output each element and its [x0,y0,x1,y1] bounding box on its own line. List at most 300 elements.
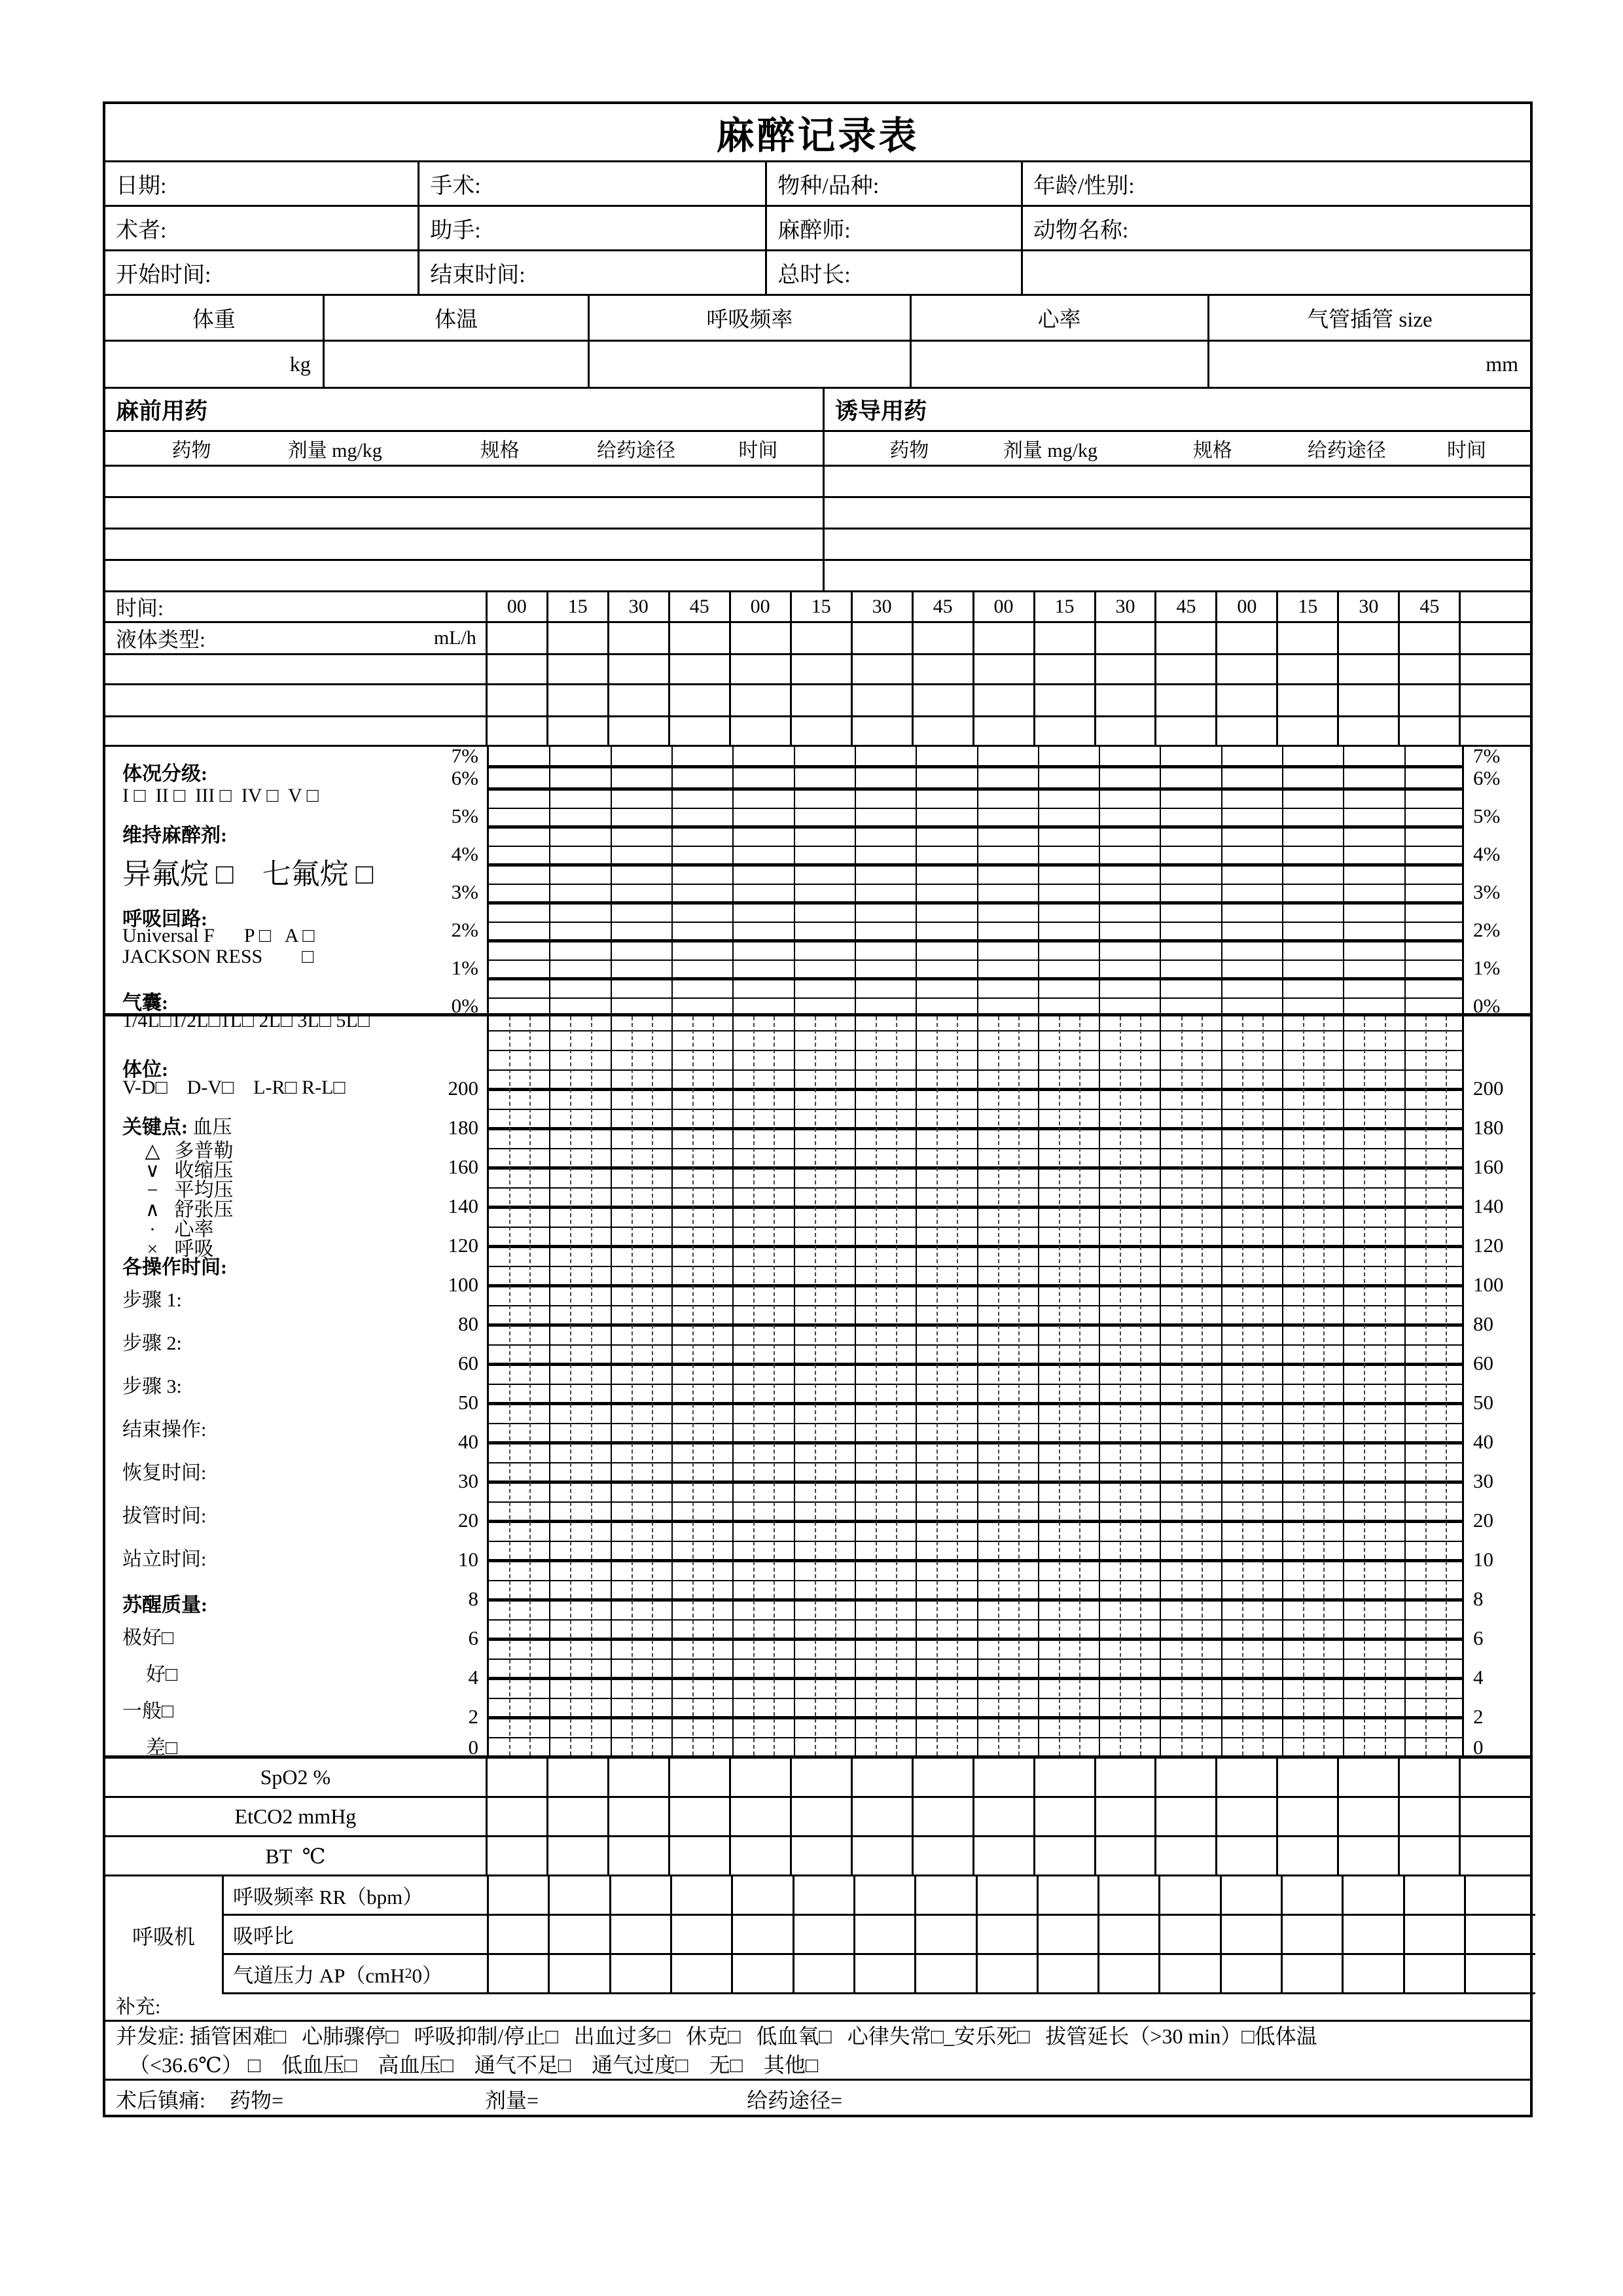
spo2-row-cell[interactable] [729,1759,790,1796]
drug-entry-cell[interactable] [105,561,823,590]
time-tick: 00 [1215,592,1276,621]
vitals-value-cell[interactable] [910,342,1207,387]
ie-ratio-row-cell[interactable] [670,1916,731,1953]
extra-row-cell[interactable] [1033,717,1094,745]
extra-row-cell[interactable] [607,655,668,683]
monitoring-section [105,1759,1530,1994]
drug-column-header: 剂量 mg/kg [287,440,382,461]
vital-scale-label-right: 50 [1473,1391,1493,1414]
airway-pressure-row-cell[interactable] [1220,1955,1281,1992]
info-cell[interactable] [105,207,418,249]
spo2-row-cell[interactable] [972,1759,1033,1796]
grid-vline [855,747,856,1013]
grid-hline-minor [489,1148,1462,1149]
grid-hline-major [489,1088,1462,1091]
fluid-row-cell[interactable] [486,623,546,653]
spo2-row-cell[interactable] [1154,1759,1215,1796]
extra-row-cell[interactable] [1276,655,1337,683]
info-cell[interactable] [1021,251,1530,294]
extra-row-cell[interactable] [668,685,729,715]
grid-hline-major [489,1323,1462,1327]
rr-row-cell[interactable] [976,1876,1037,1914]
legend-symbol-respiration: × [147,1238,158,1260]
ie-ratio-row-cell[interactable] [1403,1916,1464,1953]
spo2-row-cell[interactable] [546,1759,607,1796]
fluid-row-cell[interactable] [1398,623,1459,653]
grid-hline-major [489,1245,1462,1248]
grid-vline [855,1016,856,1755]
bt-row-cell[interactable] [607,1837,668,1874]
airway-pressure-row-cell[interactable] [670,1955,731,1992]
grid-vline-dashed [1425,1016,1427,1755]
info-cell[interactable] [1021,207,1530,249]
bt-row-cell[interactable] [546,1837,607,1874]
rr-row-end-cell[interactable] [1464,1876,1535,1914]
spo2-row-cell[interactable] [851,1759,912,1796]
vitals-value-cell[interactable] [323,342,588,387]
postop-route-field[interactable]: 给药途径= [747,2089,843,2112]
legend-symbol-heart-rate: · [149,1219,156,1240]
rr-row-cell[interactable] [548,1876,609,1914]
vital-scale-label-left: 200 [448,1077,478,1100]
drug-entry-cell[interactable] [105,467,823,496]
extra-row-cell[interactable] [668,717,729,745]
drug-column-header: 规格 [1192,440,1232,461]
ops-item[interactable]: 步骤 3: [122,1376,182,1397]
etco2-row-cell[interactable] [729,1798,790,1835]
bt-row-cell[interactable] [1398,1837,1459,1874]
extra-row-cell[interactable] [1337,717,1398,745]
airway-pressure-row-cell[interactable] [1037,1955,1097,1992]
spo2-row-cell[interactable] [1276,1759,1337,1796]
info-cell[interactable] [418,207,765,249]
fluid-row-cell[interactable] [607,623,668,653]
grid-hline-major [489,1402,1462,1405]
grid-hline-major [489,1166,1462,1170]
ie-ratio-row-cell[interactable] [853,1916,914,1953]
rr-row-cell[interactable] [487,1876,548,1914]
extra-row-cell[interactable] [912,717,972,745]
sidebar-item-heading: 体况分级: [122,763,207,785]
spo2-row-cell[interactable] [607,1759,668,1796]
spo2-row-cell[interactable] [912,1759,972,1796]
extra-row-label-cell [105,685,486,715]
bt-row-cell[interactable] [1154,1837,1215,1874]
grid-hline-minor [489,1050,1462,1051]
grid-hline-minor [489,1227,1462,1228]
rr-row-cell[interactable] [1403,1876,1464,1914]
vital-scale-label-right: 180 [1473,1116,1504,1139]
fluid-row-cell[interactable] [1276,623,1337,653]
extra-row-cell[interactable] [729,717,790,745]
grid-hline-major [489,901,1462,905]
extra-row-label-cell [105,655,486,683]
grid-vline [1038,747,1039,1013]
percent-scale-label-right: 4% [1473,842,1501,865]
grid-hline-major [489,1598,1462,1602]
fluid-row-end-cell[interactable] [1459,623,1530,653]
spo2-row-cell[interactable] [1033,1759,1094,1796]
vital-scale-label-right: 40 [1473,1430,1493,1453]
extra-row-cell[interactable] [546,655,607,683]
vitals-value-cell[interactable]: kg [289,352,311,376]
info-row [105,207,1530,251]
vitals-header-cell: 心率 [910,296,1207,340]
vital-scale-label-left: 10 [458,1548,478,1571]
etco2-row-cell[interactable] [851,1798,912,1835]
spo2-row-end-cell[interactable] [1459,1759,1530,1796]
extra-row-cell[interactable] [486,655,546,683]
grid-vline [611,747,612,1013]
fluid-row-cell[interactable] [851,623,912,653]
grid-vline [1404,747,1406,1013]
ie-ratio-row-cell[interactable] [609,1916,670,1953]
extra-row-cell[interactable] [1276,717,1337,745]
grid-hline-major [489,1559,1462,1562]
complications-line2: （<36.6℃） □ 低血压□ 高血压□ 通气不足□ 通气过度□ 无□ 其他□ [129,2053,819,2077]
drug-entry-cell[interactable] [105,529,823,559]
grid-vline-dashed [1262,1016,1264,1755]
fluid-row-cell[interactable] [912,623,972,653]
extra-row-cell[interactable] [790,655,851,683]
etco2-row-cell[interactable] [1337,1798,1398,1835]
airway-pressure-row-cell[interactable] [853,1955,914,1992]
legend-label: 心率 [169,1219,214,1240]
rr-row-cell[interactable] [609,1876,670,1914]
extra-row-cell[interactable] [851,655,912,683]
drug-entry-cell[interactable] [823,561,1530,590]
rr-row-cell[interactable] [853,1876,914,1914]
vital-signs-chart [105,1016,1530,1759]
extra-row-cell[interactable] [1094,685,1155,715]
drug-entry-cell[interactable] [105,498,823,528]
drug-entry-cell[interactable] [823,529,1530,559]
etco2-row-cell[interactable] [972,1798,1033,1835]
rr-row-cell[interactable] [914,1876,975,1914]
grid-vline-dashed [1018,1016,1020,1755]
supplement-label: 补充: [116,1996,161,2018]
extra-row-cell[interactable] [1276,685,1337,715]
rr-row-cell[interactable] [731,1876,792,1914]
drug-entry-cell[interactable] [823,467,1530,496]
fluid-row [105,623,1530,655]
extra-row-cell[interactable] [851,685,912,715]
time-row [105,592,1530,623]
extra-row-cell[interactable] [1154,717,1215,745]
spo2-row-cell[interactable] [1094,1759,1155,1796]
rr-row-cell[interactable] [1037,1876,1097,1914]
extra-row-cell[interactable] [1398,717,1459,745]
ops-item[interactable]: 拔管时间: [122,1505,207,1527]
spo2-row-cell[interactable] [790,1759,851,1796]
extra-row-cell[interactable] [1154,655,1215,683]
recovery-option[interactable]: 极好□ [122,1627,174,1649]
grid-hline-minor [489,1541,1462,1542]
etco2-row-cell[interactable] [1033,1798,1094,1835]
info-cell[interactable] [105,162,418,205]
ie-ratio-row-cell[interactable] [793,1916,853,1953]
legend-symbol-diastolic: ∧ [145,1199,160,1221]
info-cell[interactable] [1021,162,1530,205]
fluid-row-cell[interactable] [790,623,851,653]
airway-pressure-row-cell[interactable] [1403,1955,1464,1992]
etco2-row-cell[interactable] [790,1798,851,1835]
etco2-row-cell[interactable] [1154,1798,1215,1835]
info-label: 日期: [116,174,167,198]
info-cell[interactable] [418,162,765,205]
ie-ratio-row-cell[interactable] [1037,1916,1097,1953]
legend-label: 平均压 [169,1179,234,1201]
time-tick: 45 [1154,592,1215,621]
etco2-row-cell[interactable] [1094,1798,1155,1835]
extra-row-cell[interactable] [1215,685,1276,715]
sidebar-item-heading: 维持麻醉剂: [122,825,227,846]
grid-hline-minor [489,1187,1462,1189]
ops-item[interactable]: 站立时间: [122,1549,207,1570]
airway-pressure-row-cell[interactable] [1281,1955,1342,1992]
extra-row-cell[interactable] [972,685,1033,715]
bt-row-end-cell[interactable] [1459,1837,1530,1874]
medication-section-title: 麻前用药 [116,398,208,424]
grid-vline [549,747,550,1013]
rr-row-cell[interactable] [1220,1876,1281,1914]
extra-row-cell[interactable] [1154,685,1215,715]
vitals-header-cell: 气管插管 size [1207,296,1530,340]
vital-scale-label-right: 60 [1473,1352,1493,1374]
ie-ratio-row-cell[interactable] [1097,1916,1158,1953]
grid-hline-major [489,1363,1462,1366]
grid-vline-dashed [1079,1016,1080,1755]
airway-pressure-row-cell[interactable] [976,1955,1037,1992]
airway-pressure-row-cell[interactable] [487,1955,548,1992]
etco2-row-cell[interactable] [668,1798,729,1835]
vitals-value-cell[interactable]: mm [1207,342,1530,387]
extra-row-cell[interactable] [1215,717,1276,745]
fluid-row-cell[interactable] [1033,623,1094,653]
extra-row-cell[interactable] [668,655,729,683]
info-cell[interactable] [765,207,1021,249]
percent-grid[interactable] [487,747,1464,1013]
bt-row-cell[interactable] [851,1837,912,1874]
rr-row-cell[interactable] [1281,1876,1342,1914]
ie-ratio-row-cell[interactable] [914,1916,975,1953]
complications-row[interactable] [105,2022,1530,2081]
medication-section [105,389,1530,592]
fluid-row-cell[interactable] [1215,623,1276,653]
bt-row-label-cell: BT ℃ [265,1844,326,1868]
airway-pressure-row-cell[interactable] [914,1955,975,1992]
fluid-row-cell[interactable] [546,623,607,653]
info-label: 开始时间: [116,263,211,287]
fluid-row-cell[interactable] [1154,623,1215,653]
extra-row-end-cell[interactable] [1459,717,1530,745]
grid-hline-minor [489,1462,1462,1463]
airway-pressure-row-label-cell: 气道压力 AP（cmH 2 0） [233,1964,442,1987]
bt-row-cell[interactable] [1094,1837,1155,1874]
vital-scale-label-left: 2 [468,1705,478,1728]
ie-ratio-row-cell[interactable] [1158,1916,1219,1953]
bt-row-cell[interactable] [1033,1837,1094,1874]
spo2-row-cell[interactable] [1215,1759,1276,1796]
extra-row-cell[interactable] [1094,655,1155,683]
spo2-row-cell[interactable] [668,1759,729,1796]
etco2-row-cell[interactable] [1215,1798,1276,1835]
bt-row-cell[interactable] [1215,1837,1276,1874]
extra-row-cell[interactable] [546,717,607,745]
info-cell[interactable] [765,251,1021,294]
fluid-row-cell[interactable] [668,623,729,653]
ops-item[interactable]: 恢复时间: [122,1462,207,1484]
grid-hline-major [489,825,1462,829]
legend-label: 舒张压 [169,1199,234,1221]
bt-row-cell[interactable] [790,1837,851,1874]
ops-item[interactable]: 结束操作: [122,1419,207,1441]
ie-ratio-row-cell[interactable] [976,1916,1037,1953]
drug-entry-row [105,529,1530,561]
extra-row-cell[interactable] [972,717,1033,745]
etco2-row-cell[interactable] [546,1798,607,1835]
extra-row-end-cell[interactable] [1459,655,1530,683]
info-cell[interactable] [418,251,765,294]
extra-row-cell[interactable] [912,655,972,683]
extra-row-cell[interactable] [790,685,851,715]
airway-pressure-row-cell[interactable] [793,1955,853,1992]
grid-vline [732,1016,734,1755]
extra-row-cell[interactable] [912,685,972,715]
etco2-row-cell[interactable] [1398,1798,1459,1835]
info-cell[interactable] [765,162,1021,205]
info-cell[interactable] [105,251,418,294]
ie-ratio-row-cell[interactable] [731,1916,792,1953]
grid-hline-major [489,1480,1462,1484]
drug-entry-row [105,561,1530,592]
grid-vline-dashed [815,1016,816,1755]
drug-entry-cell[interactable] [823,498,1530,528]
airway-pressure-row-cell[interactable] [1097,1955,1158,1992]
extra-row-cell[interactable] [729,655,790,683]
extra-row-cell[interactable] [1094,717,1155,745]
extra-row-cell[interactable] [1033,655,1094,683]
etco2-row-cell[interactable] [1276,1798,1337,1835]
grid-vline-dashed [1059,1016,1060,1755]
grid-hline-minor [489,960,1462,961]
sidebar-item-text: I □ II □ III □ IV □ V □ [122,785,319,806]
vital-grid[interactable] [487,1016,1464,1755]
airway-pressure-row-end-cell[interactable] [1464,1955,1535,1992]
ops-item[interactable]: 步骤 1: [122,1289,182,1311]
airway-pressure-row [224,1955,1535,1994]
etco2-row-cell[interactable] [912,1798,972,1835]
extra-row-cell[interactable] [729,685,790,715]
extra-row-cell[interactable] [486,717,546,745]
recovery-option[interactable]: 好□ [146,1664,178,1685]
airway-pressure-row-cell[interactable] [731,1955,792,1992]
vitals-header-cell: 呼吸频率 [588,296,909,340]
airway-pressure-row-cell[interactable] [1342,1955,1402,1992]
extra-row-cell[interactable] [851,717,912,745]
rr-row-cell[interactable] [1097,1876,1158,1914]
fluid-row-cell[interactable] [729,623,790,653]
extra-row-cell[interactable] [1398,655,1459,683]
extra-row-cell[interactable] [1337,685,1398,715]
rr-row-cell[interactable] [670,1876,731,1914]
extra-row-cell[interactable] [486,685,546,715]
extra-row-cell[interactable] [972,655,1033,683]
rr-row-cell[interactable] [1342,1876,1402,1914]
bt-row-cell[interactable] [1337,1837,1398,1874]
airway-pressure-row-cell[interactable] [609,1955,670,1992]
bt-row-cell[interactable] [972,1837,1033,1874]
extra-row-cell[interactable] [1215,655,1276,683]
extra-row-cell[interactable] [546,685,607,715]
fluid-row-cell[interactable] [972,623,1033,653]
grid-vline [794,747,795,1013]
time-tick: 45 [1398,592,1459,621]
extra-row-cell[interactable] [1398,685,1459,715]
airway-pressure-row-cell[interactable] [548,1955,609,1992]
grid-hline-minor [489,1344,1462,1346]
info-label: 麻醉师: [777,219,851,243]
vital-scale-label-left: 8 [468,1587,478,1610]
spo2-row-cell[interactable] [1337,1759,1398,1796]
vital-scale-label-left: 40 [458,1430,478,1453]
postop-drug-field[interactable]: 药物= [230,2089,284,2112]
fluid-row-cell[interactable] [1094,623,1155,653]
vital-scale-label-left: 20 [458,1509,478,1532]
bt-row-cell[interactable] [912,1837,972,1874]
extra-row-cell[interactable] [1033,685,1094,715]
vital-scale-label-right: 140 [1473,1194,1504,1217]
ie-ratio-row-cell[interactable] [1220,1916,1281,1953]
etco2-row-cell[interactable] [607,1798,668,1835]
grid-vline-dashed [570,1016,571,1755]
bt-row-cell[interactable] [486,1837,546,1874]
medication-columns-row [105,432,1530,467]
bt-row-cell[interactable] [729,1837,790,1874]
ie-ratio-row-cell[interactable] [487,1916,548,1953]
bt-row-cell[interactable] [1276,1837,1337,1874]
grid-hline-major [489,1284,1462,1287]
extra-row-cell[interactable] [607,717,668,745]
extra-row-cell[interactable] [790,717,851,745]
bt-row-cell[interactable] [668,1837,729,1874]
drug-column-header: 剂量 mg/kg [1003,440,1098,461]
etco2-row-cell[interactable] [486,1798,546,1835]
extra-row-end-cell[interactable] [1459,685,1530,715]
recovery-option[interactable]: 差□ [146,1737,178,1759]
vitals-value-cell[interactable] [588,342,909,387]
ie-ratio-row-cell[interactable] [1342,1916,1402,1953]
etco2-row-end-cell[interactable] [1459,1798,1530,1835]
ie-ratio-row-cell[interactable] [1281,1916,1342,1953]
airway-pressure-row-cell[interactable] [1158,1955,1219,1992]
rr-row-cell[interactable] [793,1876,853,1914]
rr-row-cell[interactable] [1158,1876,1219,1914]
postop-dose-field[interactable]: 剂量= [485,2089,539,2112]
grid-hline-minor [489,846,1462,847]
ie-ratio-row-cell[interactable] [548,1916,609,1953]
extra-row-cell[interactable] [1337,655,1398,683]
sidebar-item-text: 1/4L□1/2L□1L□ 2L□ 3L□ 5L□ [122,1010,370,1031]
recovery-option[interactable]: 一般□ [122,1700,174,1722]
fluid-row-cell[interactable] [1337,623,1398,653]
spo2-row-cell[interactable] [486,1759,546,1796]
ie-ratio-row-end-cell[interactable] [1464,1916,1535,1953]
extra-row-cell[interactable] [607,685,668,715]
spo2-row-cell[interactable] [1398,1759,1459,1796]
ops-item[interactable]: 步骤 2: [122,1333,182,1354]
grid-hline-major [489,1677,1462,1680]
